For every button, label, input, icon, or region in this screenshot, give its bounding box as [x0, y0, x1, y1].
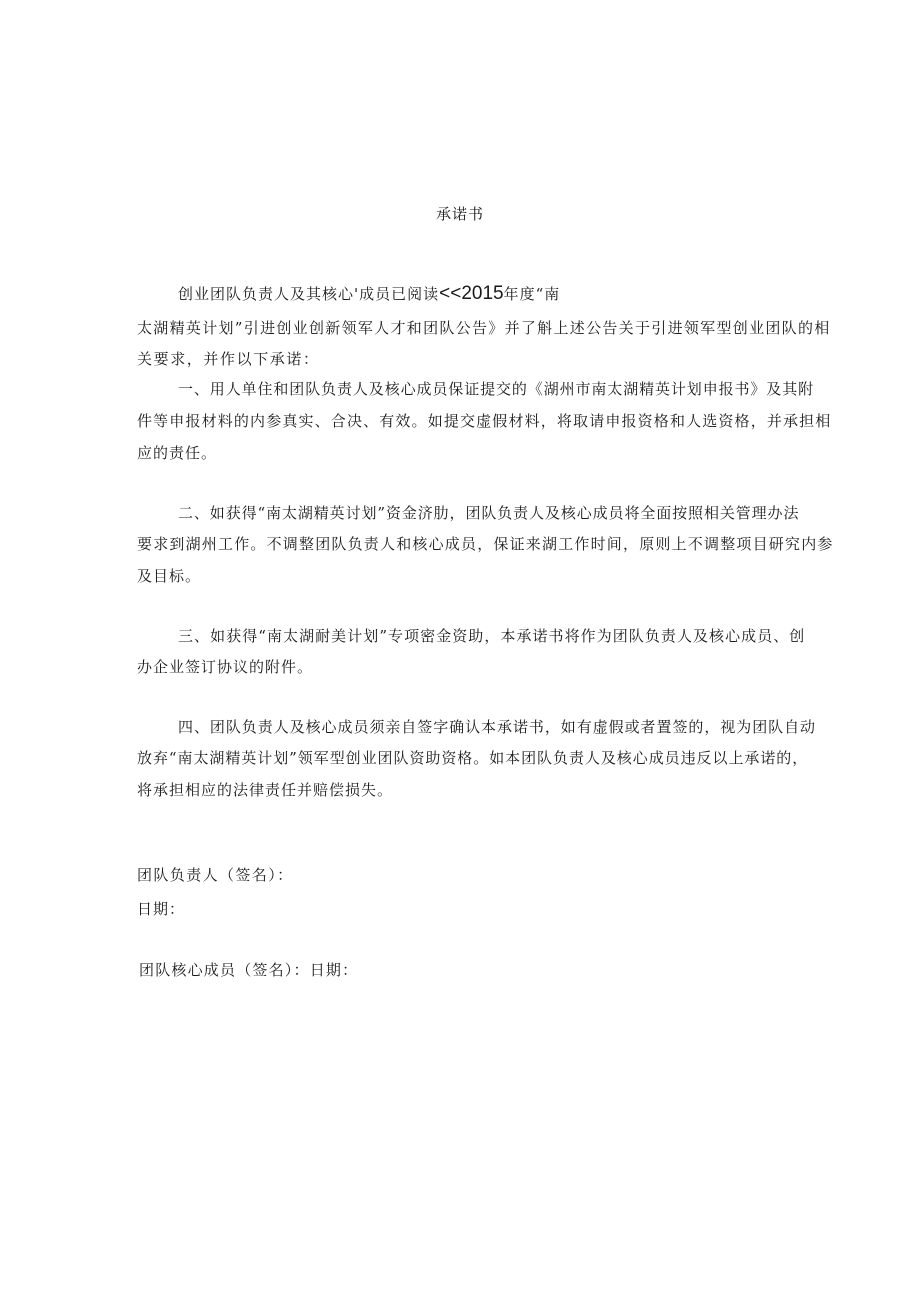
intro-line-1-prefix: 创业团队负责人及其核心'成员已阅读 [178, 285, 440, 303]
leader-date-label: 日期： [137, 900, 186, 918]
intro-line-1-suffix: 年度“南 [503, 285, 561, 303]
clause-1-line-2: 件等申报材料的内参真实、合决、有效。如提交虚假材料，将取请申报资格和人选资格，并承担相 [137, 412, 832, 430]
clause-4-line-3: 将承担相应的法律责任并赔偿损失。 [137, 781, 394, 799]
clause-2-line-3: 及目标。 [137, 567, 202, 585]
clause-3-line-1: 三、如获得“南太湖耐美计划”专项密金资助，本承诺书将作为团队负责人及核心成员、创 [178, 627, 806, 645]
clause-4-line-2: 放弃“南太湖精英计划”领军型创业团队资助资格。如本团队负责人及核心成员违反以上承诺的， [137, 749, 809, 767]
intro-line-2: 太湖精英计划”引进创业创新领军人才和团队公告》并了斛上述公告关于引进领军型创业团队的相 [137, 319, 831, 337]
clause-1-line-1: 一、用人单住和团队负责人及核心成员保证提交的《湖州市南太湖精英计划申报书》及其附 [178, 380, 815, 398]
page-title: 承诺书 [435, 205, 484, 223]
core-members-signature-label: 团队核心成员（签名）：日期： [139, 961, 359, 979]
clause-2-line-1: 二、如获得“南太湖精英讨划”资金济肋，团队负责人及核心成员将全面按照相关管理办法 [178, 504, 800, 522]
clause-2-line-2: 要求到湖州工作。不调整团队负责人和核心成员，保证来湖工作时间，原则上不调整项目研究内参 [137, 535, 834, 553]
intro-line-3: 关要求，并作以下承诺： [137, 350, 320, 368]
clause-1-line-3: 应的责任。 [137, 444, 218, 462]
clause-4-line-1: 四、团队负责人及核心成员须亲自签字确认本承诺书，如有虚假或者置签的，视为团队自动 [178, 718, 817, 736]
intro-line-1 [178, 283, 560, 305]
intro-line-1-year: <<2015 [439, 283, 504, 304]
leader-signature-label: 团队负责人（签名）： [137, 866, 294, 884]
clause-3-line-2: 办企业签订协议的附件。 [137, 658, 314, 676]
